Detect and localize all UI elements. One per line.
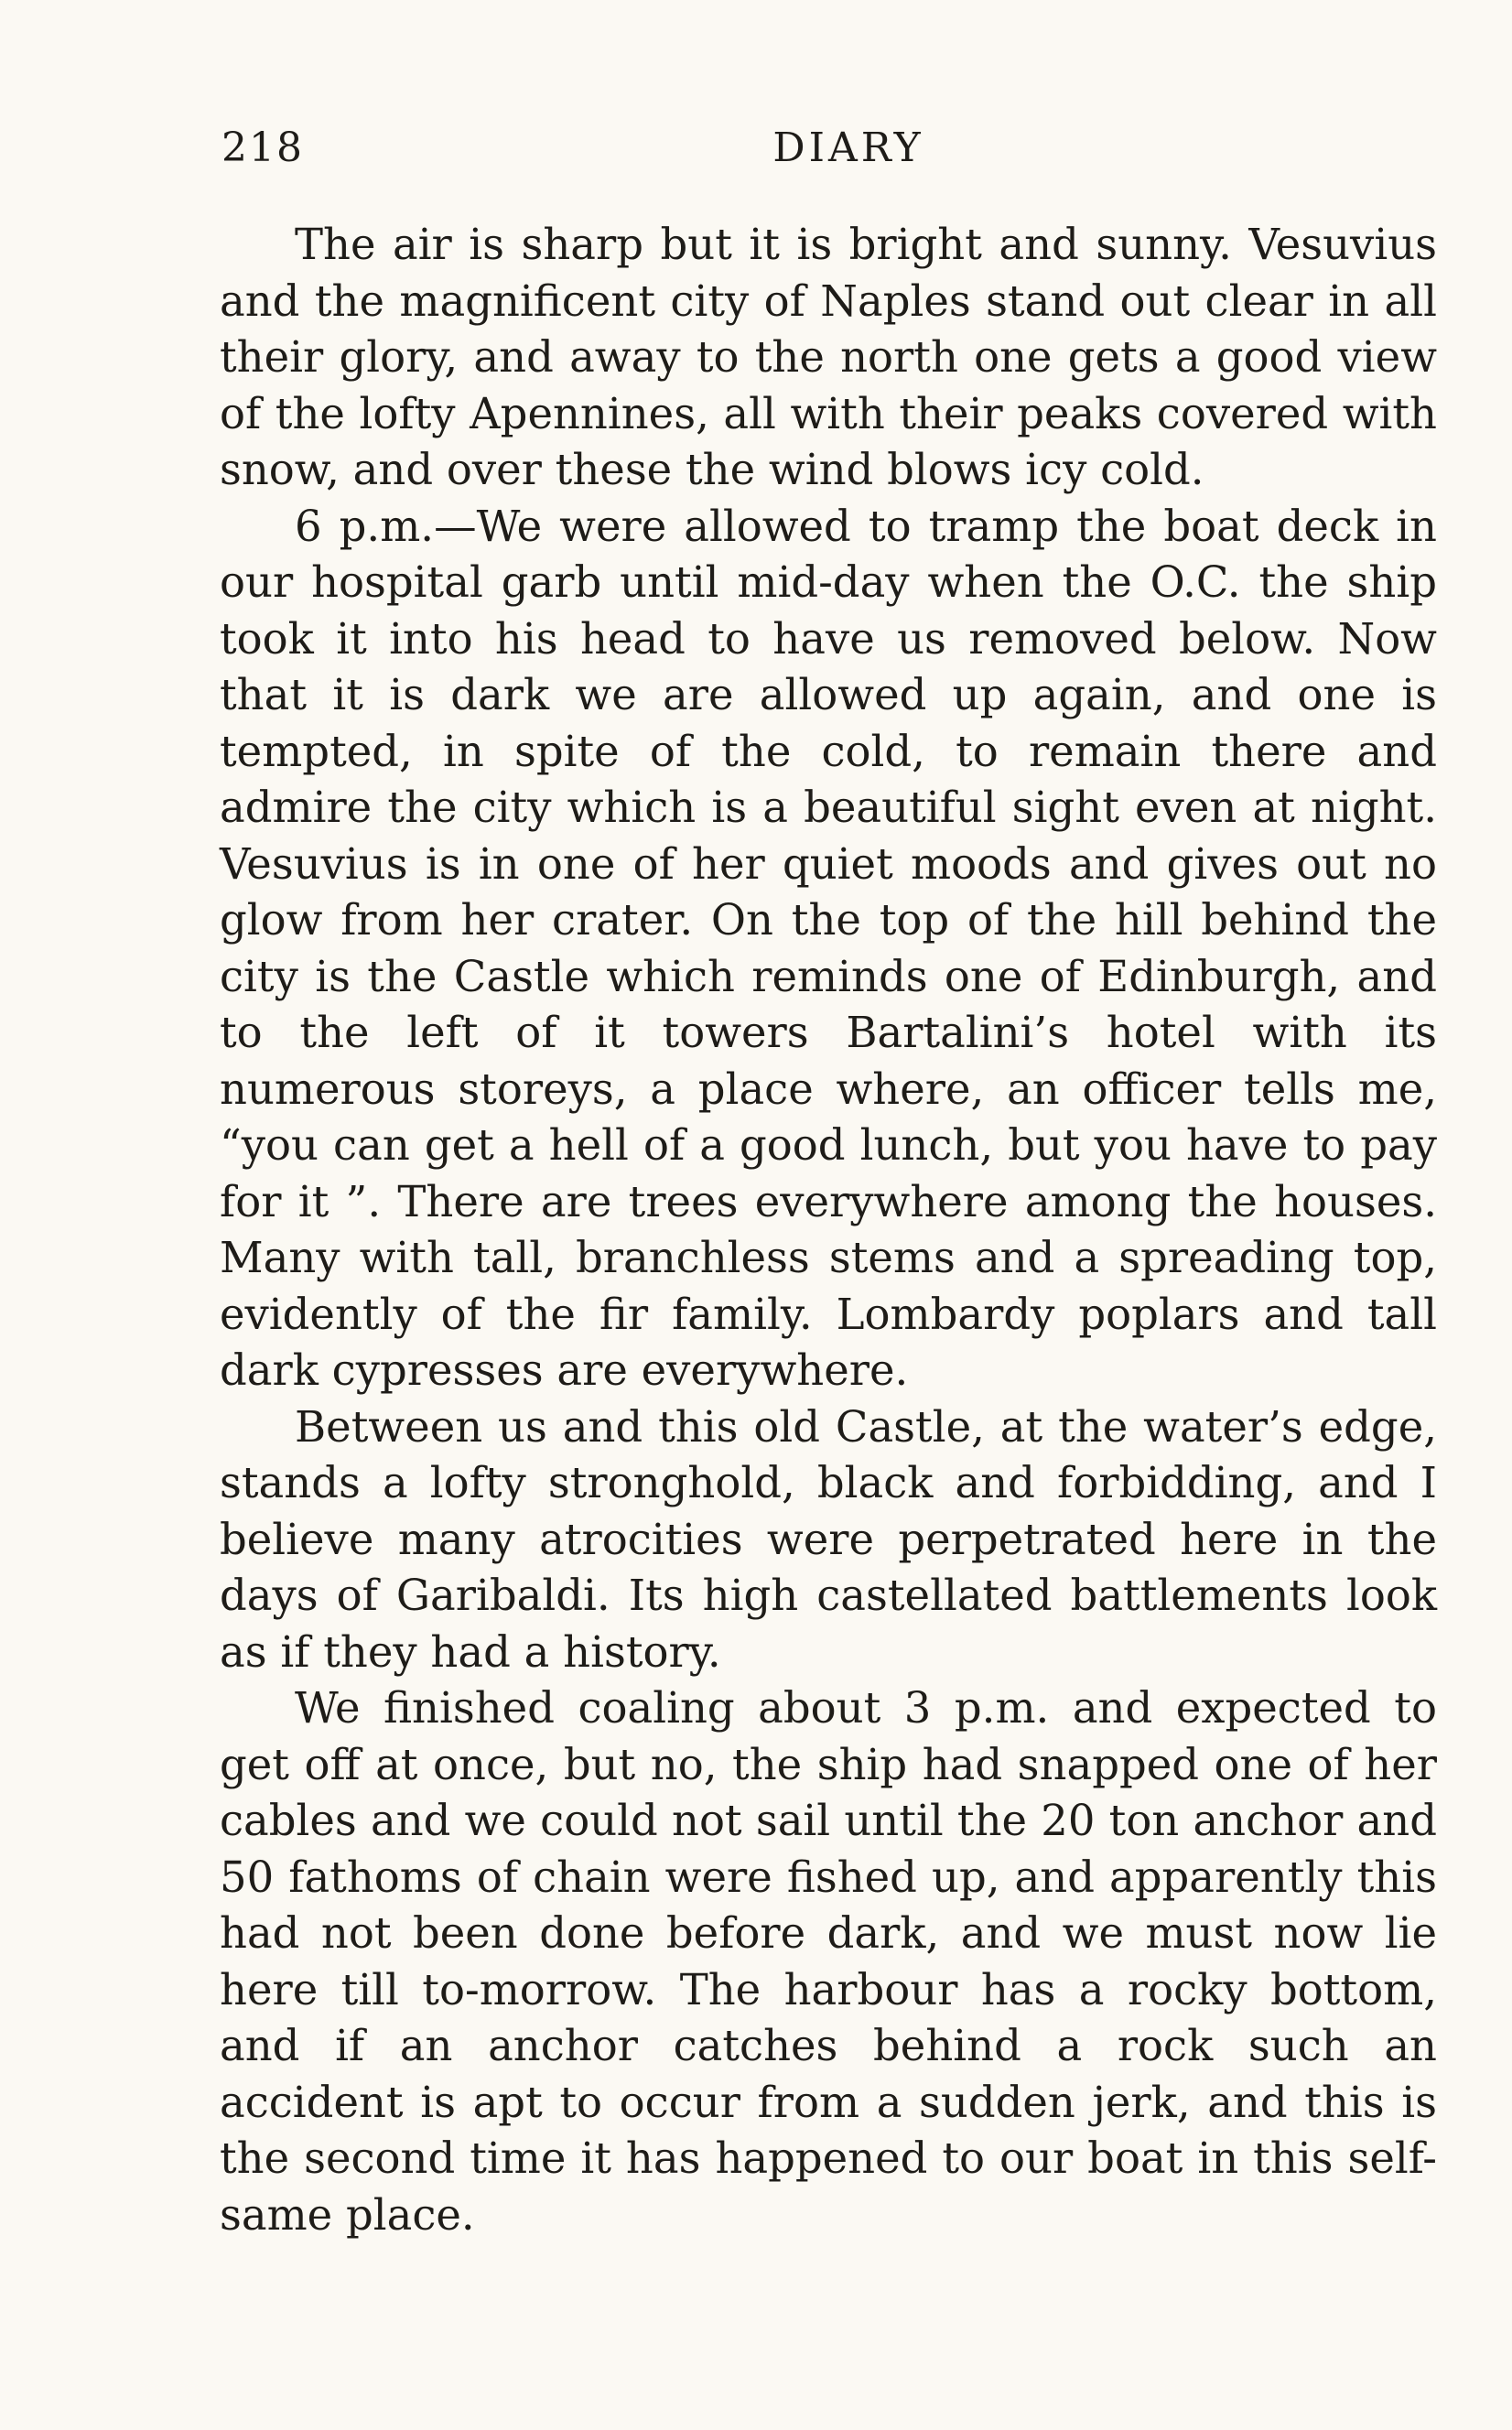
paragraph-4: We finished coaling about 3 p.m. and expected to get off at once, but no, the ship had snapped one of her cables and we could not sail until the 20 ton anchor and 50 fathoms of chain were fished up, and apparently this had not been done before dark, and we must now lie here till to-morrow. The harbour has a rocky bottom, and if an anchor catches behind a rock such an accident is apt to occur from a sudden jerk, and this is the second time it has happened to our boat in this self-same place. [220,1683,1437,2240]
page-number: 218 [221,124,304,171]
paragraph-1: The air is sharp but it is bright and sunny. Vesuvius and the magnificent city of Naples stand out clear in all their glory, and away to the north one gets a good view of the lofty Apennines, all with their peaks covered with snow, and over these the wind blows icy cold. [220,220,1437,494]
body-text [220,217,1437,2243]
paragraph-3: Between us and this old Castle, at the water’s edge, stands a lofty stronghold, black and forbidding, and I believe many atrocities were perpetrated here in the days of Garibaldi. Its high castellated battlements look as if they had a history. [220,1401,1437,1677]
page-header [221,124,1439,179]
paragraph-2: 6 p.m.—We were allowed to tramp the boat deck in our hospital garb until mid-day when the O.C. the ship took it into his head to have us removed below. Now that it is dark we are allowed up again, and one is tempted, in spite of the cold, to remain there and admire the city which is a beautiful sight even at night. Vesuvius is in one of her quiet moods and gives out no glow from her crater. On the top of the hill behind the city is the Castle which reminds one of Edinburgh, and to the left of it towers Bartalini’s hotel with its numerous storeys, a place where, an officer tells me, “you can get a hell of a good lunch, but you have to pay for it ”. There are trees everywhere among the houses. Many with tall, branchless stems and a spreading top, evidently of the fir family. Lombardy poplars and tall dark cypresses are everywhere. [220,501,1437,1395]
running-title: DIARY [772,124,924,171]
